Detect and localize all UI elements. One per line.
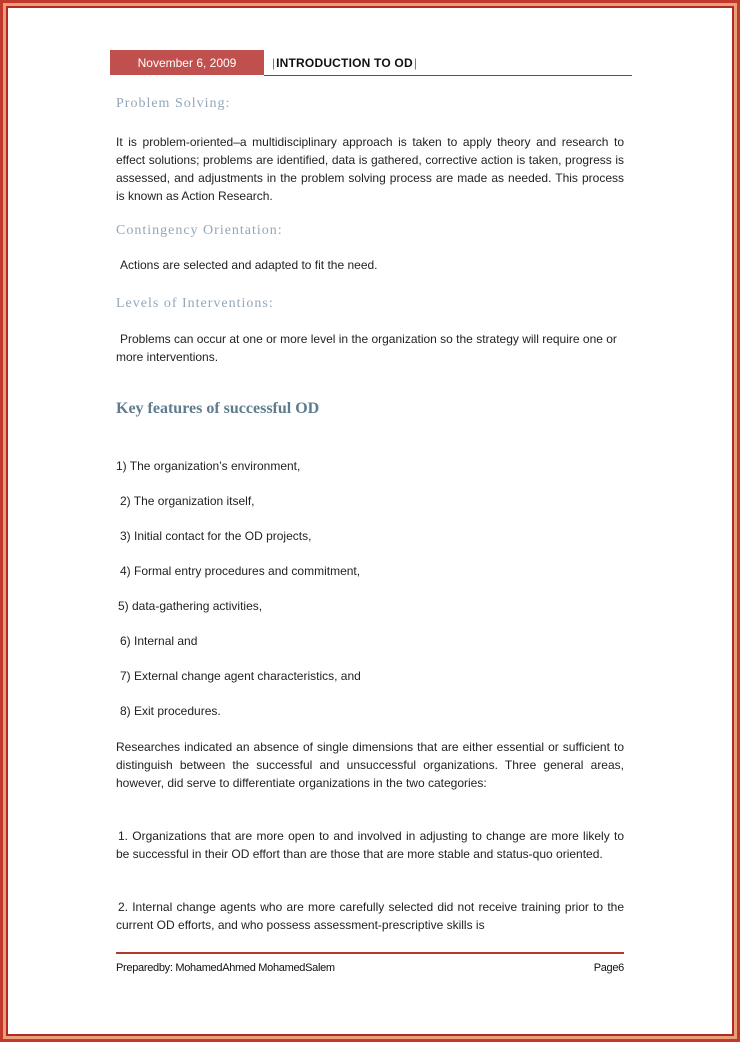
list-item: 3) Initial contact for the OD projects, [120, 529, 312, 543]
paragraph-contingency: Actions are selected and adapted to fit the need. [120, 258, 378, 272]
list-item: 8) Exit procedures. [120, 704, 221, 718]
footer-page-number: Page6 [593, 962, 624, 974]
list-item: 1) The organization’s environment, [116, 459, 301, 473]
footer-author: Preparedby: MohamedAhmed MohamedSalem [116, 962, 335, 974]
header-bracket-close: | [413, 56, 417, 70]
header-date: November 6, 2009 [110, 50, 264, 75]
list-item: 7) External change agent characteristics, and [120, 669, 361, 683]
header-rule [264, 75, 632, 76]
footer-rule [116, 952, 624, 954]
paragraph-research: Researches indicated an absence of single dimensions that are either essential or sufficient to distinguish between the successful and unsuccessful organizations. Three general areas, however, did serve to differentiate organizations in the two categories: [116, 740, 624, 790]
paragraph-point-1: 1. Organizations that are more open to and involved in adjusting to change are more likely to be successful in their OD effort than are those that are more stable and status-quo oriented. [116, 829, 624, 861]
heading-problem-solving: Problem Solving: [116, 96, 231, 111]
header-title [272, 55, 417, 71]
paragraph-point-2: 2. Internal change agents who are more carefully selected did not receive training prior to the current OD efforts, and who possess assessment-prescriptive skills is [116, 900, 624, 932]
header-bracket-open: | [272, 56, 276, 70]
heading-key-features: Key features of successful OD [116, 400, 320, 417]
list-item: 2) The organization itself, [120, 494, 255, 508]
paragraph-problem-solving: It is problem-oriented–a multidisciplinary approach is taken to apply theory and research to effect solutions; problems are identified, data is gathered, corrective action is taken, progress is assessed, and adjustments in the problem solving process are made as needed. This process is known as Action Research. [116, 135, 624, 203]
paragraph-levels: Problems can occur at one or more level in the organization so the strategy will require one or more interventions. [116, 332, 617, 364]
heading-levels: Levels of Interventions: [116, 296, 274, 311]
list-item: 4) Formal entry procedures and commitment, [120, 564, 361, 578]
heading-contingency: Contingency Orientation: [116, 223, 283, 238]
list-item: 6) Internal and [120, 634, 198, 648]
list-item: 5) data-gathering activities, [118, 599, 263, 613]
header-title-text: INTRODUCTION TO OD [276, 56, 413, 70]
